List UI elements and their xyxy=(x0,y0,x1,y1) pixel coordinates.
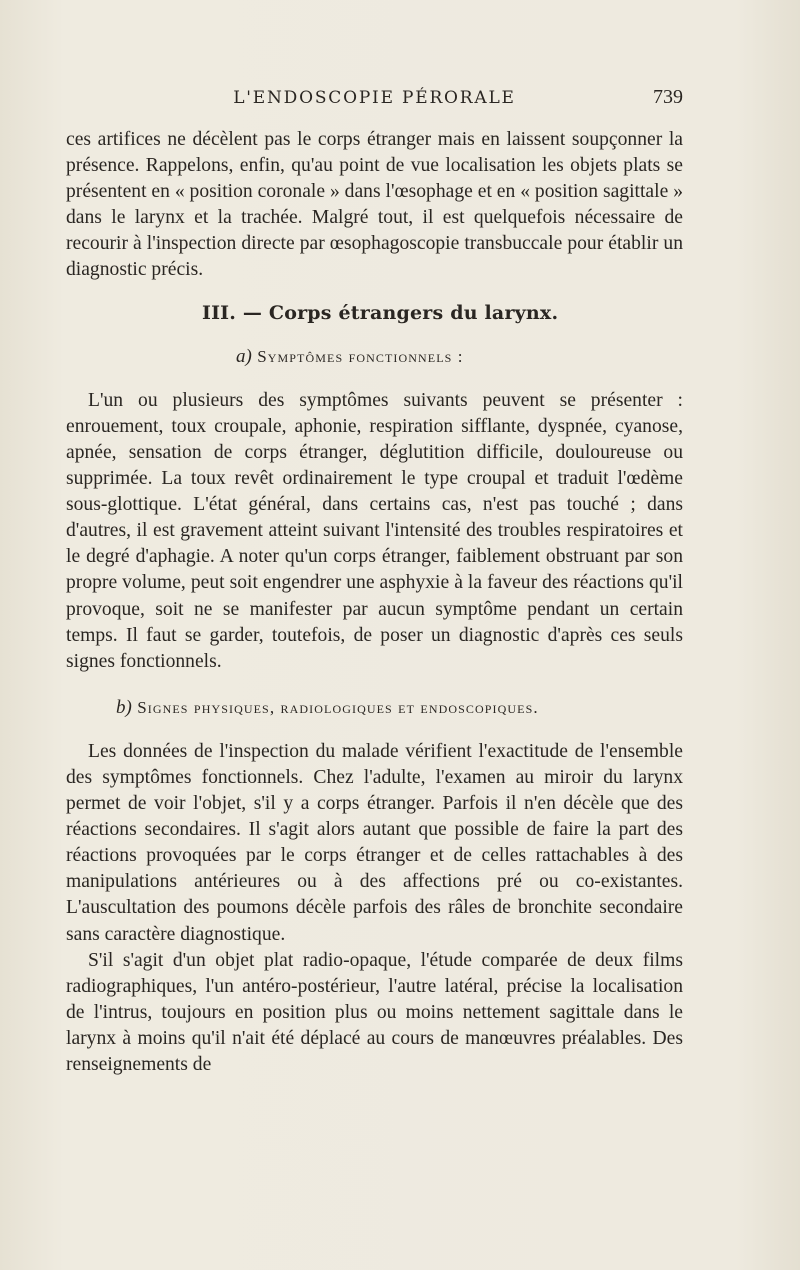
paragraph-radiology: S'il s'agit d'un objet plat radio-opaque, l'étude comparée de deux films radiographiques, l'un antéro-postérieur, l'autre latéral, précise la localisation de l'intrus, toujours en position plus ou moins nettement sagittale dans le larynx à moins qu'il n'ait été déplacé au cours de manœuvres préalables. Des renseignements de xyxy=(66,949,683,1075)
subheading-b-text: Signes physiques, radiologiques et endoscopiques. xyxy=(137,697,539,717)
subheading-a-text: Symptômes fonctionnels : xyxy=(257,346,464,366)
subheading-a-letter: a) xyxy=(236,345,252,367)
paragraph-physical-signs: Les données de l'inspection du malade vérifient l'exactitude de l'ensemble des symptômes fonctionnels. Chez l'adulte, l'examen au miroir du larynx permet de voir l'objet, s'il y a corps étranger. Parfois il n'en décèle que des réactions secondaires. Il s'agit alors autant que possible de faire la part des réactions provoquées par le corps étranger et de celles rattachables à des manipulations antérieures ou à des affections pré ou co-existantes. L'auscultation des poumons décèle parfois des râles de bronchite secondaire sans caractère diagnostique. xyxy=(66,740,683,945)
paragraph-continuation: ces artifices ne décèlent pas le corps étranger mais en laissent soupçonner la présence. Rappelons, enfin, qu'au point de vue localisation les objets plats se présentent en « position coronale » dans l'œsophage et en « position sagittale » dans le larynx et la trachée. Malgré tout, il est quelquefois nécessaire de recourir à l'inspection directe par œsophagoscopie transbuccale pour établir un diagnostic précis. xyxy=(66,129,683,281)
running-head: L'ENDOSCOPIE PÉRORALE xyxy=(233,88,516,108)
subheading-a xyxy=(236,344,683,370)
subheading-b-letter: b) xyxy=(116,696,132,718)
page-header xyxy=(66,88,683,116)
subheading-b xyxy=(116,695,683,721)
paragraph-symptoms: L'un ou plusieurs des symptômes suivants peuvent se présenter : enrouement, toux croupale, aphonie, respiration sifflante, dyspnée, cyanose, apnée, sensation de corps étranger, déglutition difficile, douloureuse ou supprimée. La toux revêt ordinairement le type croupal et traduit l'œdème sous-glottique. L'état général, dans certains cas, n'est pas touché ; dans d'autres, il est gravement atteint suivant l'intensité des troubles respiratoires et le degré d'aphagie. A noter qu'un corps étranger, faiblement obstruant par son propre volume, peut soit engendrer une asphyxie à la faveur des réactions qu'il provoque, soit ne se manifester par aucun symptôme pendant un certain temps. Il faut se garder, toutefois, de poser un diagnostic d'après ces seuls signes fonctionnels. xyxy=(66,389,683,672)
body-text xyxy=(66,127,683,1078)
section-heading: III. — Corps étrangers du larynx. xyxy=(202,301,559,324)
page-number: 739 xyxy=(653,86,683,108)
